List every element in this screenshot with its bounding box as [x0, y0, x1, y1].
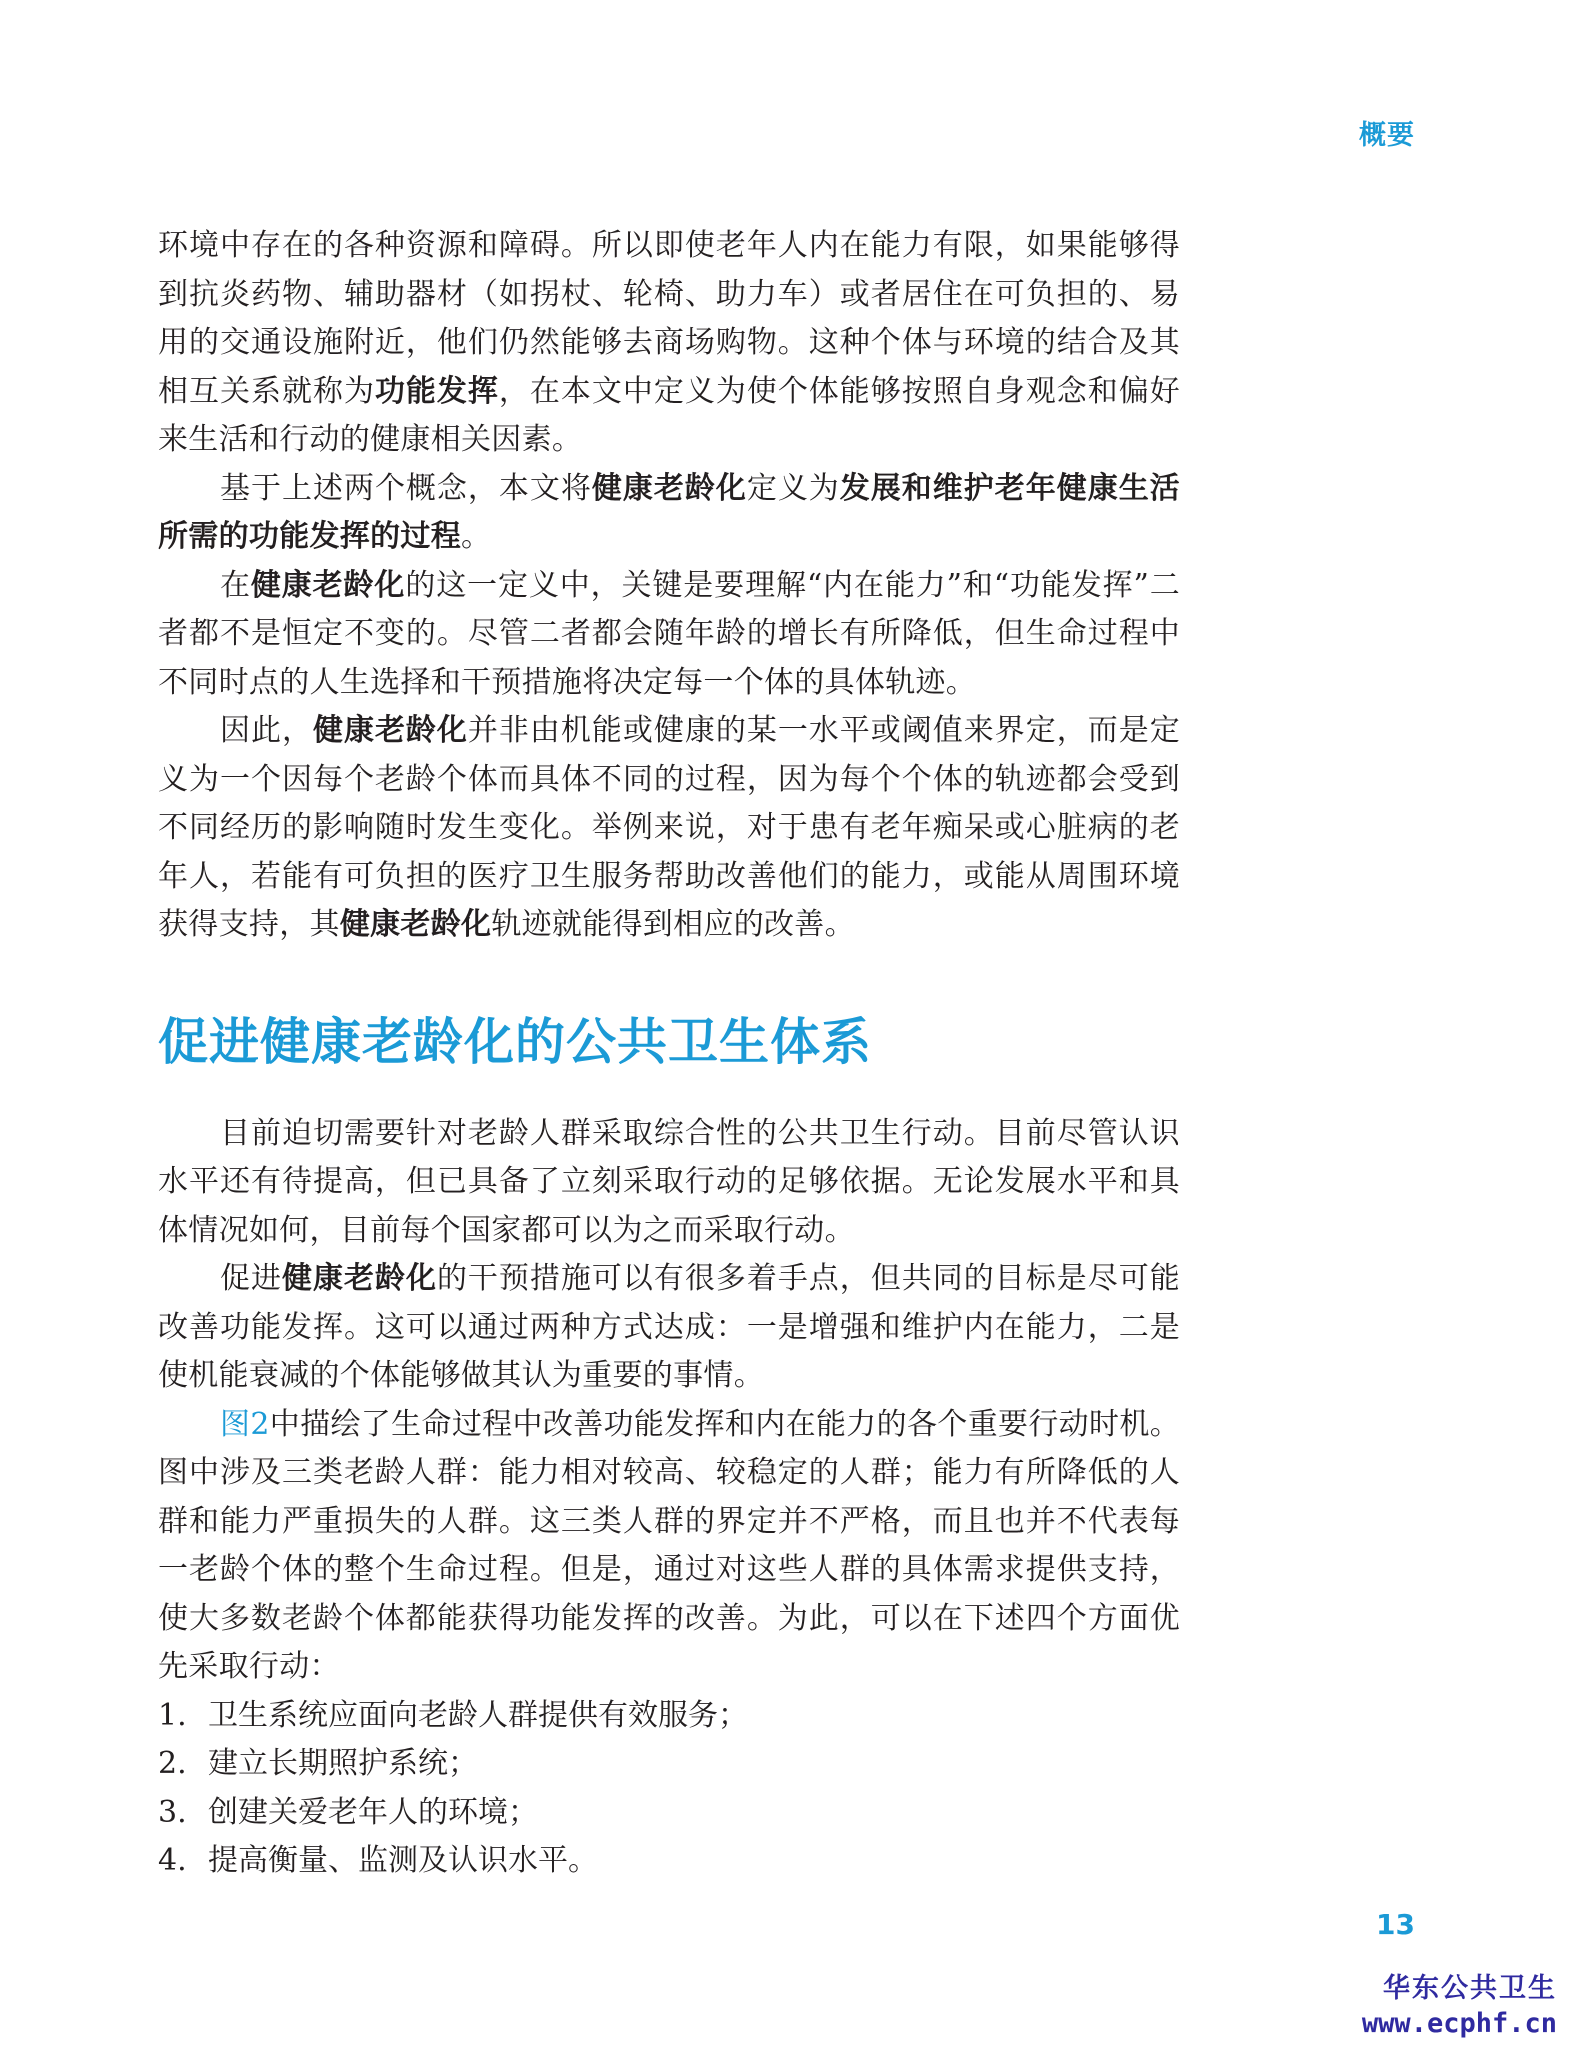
list-item-text: 创建关爱老年人的环境；	[208, 1794, 538, 1830]
figure-reference-link[interactable]: 图2	[220, 1406, 270, 1442]
list-item	[158, 1692, 1180, 1741]
paragraph-text: 促进	[220, 1261, 282, 1296]
running-header-title: 概要	[1359, 120, 1415, 151]
paragraph	[158, 562, 1180, 708]
emphasis-term: 发展和维护老年健康生活所需的功能发挥的过程	[158, 470, 1180, 554]
paragraph-text: 因此，	[220, 713, 313, 748]
list-item-number: 1.	[158, 1697, 187, 1733]
list-item-number: 3.	[158, 1794, 187, 1830]
emphasis-term: 健康老龄化	[250, 567, 406, 603]
list-item-text: 建立长期照护系统；	[208, 1746, 478, 1781]
paragraph-text: 中描绘了生命过程中改善功能发挥和内在能力的各个重要行动时机。图中涉及三类老龄人群：能力相对较高、较稳定的人群；能力有所降低的人群和能力严重损失的人群。这三类人群的界定并不严格，而且也并不代表每一老龄个体的整个生命过程。但是，通过对这些人群的具体需求提供支持，使大多数老龄个体都能获得功能发挥的改善。为此，可以在下述四个方面优先采取行动：	[158, 1406, 1181, 1684]
paragraph	[158, 1401, 1180, 1692]
section-paragraphs	[158, 1110, 1180, 1692]
section-heading: 促进健康老龄化的公共卫生体系	[158, 1012, 872, 1071]
emphasis-term: 健康老龄化	[339, 907, 492, 942]
paragraph-text: 的这一定义中，关键是要理解“内在能力”和“功能发挥”二者都不是恒定不变的。尽管二者都会随年龄的增长有所降低，但生命过程中不同时点的人生选择和干预措施将决定每一个体的具体轨迹。	[158, 567, 1180, 700]
emphasis-term: 功能发挥	[374, 373, 499, 409]
list-item	[158, 1740, 1180, 1789]
page-body	[158, 222, 1180, 1886]
paragraph	[158, 1110, 1180, 1256]
paragraph-text: 轨迹就能得到相应的改善。	[491, 907, 855, 942]
list-item-text: 提高衡量、监测及认识水平。	[208, 1843, 598, 1878]
paragraph	[158, 465, 1180, 562]
paragraph	[158, 707, 1180, 950]
paragraph-text: 定义为	[746, 470, 840, 506]
paragraph-text: 基于上述两个概念，本文将	[220, 470, 592, 506]
paragraph	[158, 222, 1180, 465]
priority-list	[158, 1692, 1180, 1886]
list-item	[158, 1837, 1180, 1886]
paragraph-text: 并非由机能或健康的某一水平或阈值来界定，而是定义为一个因每个老龄个体而具体不同的过程，因为每个个体的轨迹都会受到不同经历的影响随时发生变化。举例来说，对于患有老年痴呆或心脏病的老年人，若能有可负担的医疗卫生服务帮助改善他们的能力，或能从周围环境获得支持，其	[158, 713, 1180, 942]
page-number: 13	[1376, 1908, 1415, 1941]
paragraph-text: 目前迫切需要针对老龄人群采取综合性的公共卫生行动。目前尽管认识水平还有待提高，但已具备了立刻采取行动的足够依据。无论发展水平和具体情况如何，目前每个国家都可以为之而采取行动。	[158, 1115, 1180, 1248]
paragraph-text: 的干预措施可以有很多着手点，但共同的目标是尽可能改善功能发挥。这可以通过两种方式达成：一是增强和维护内在能力，二是使机能衰减的个体能够做其认为重要的事情。	[158, 1261, 1180, 1393]
paragraph-text: ，在本文中定义为使个体能够按照自身观念和偏好来生活和行动的健康相关因素。	[158, 373, 1180, 457]
watermark	[1362, 1972, 1557, 2042]
paragraph-text: 在	[220, 567, 251, 603]
intro-paragraphs	[158, 222, 1180, 950]
paragraph	[158, 1255, 1180, 1401]
list-item-text: 卫生系统应面向老龄人群提供有效服务；	[208, 1697, 748, 1733]
watermark-url: www.ecphf.cn	[1361, 2008, 1557, 2039]
list-item	[158, 1789, 1180, 1838]
emphasis-term: 健康老龄化	[591, 470, 747, 506]
emphasis-term: 健康老龄化	[312, 713, 468, 748]
emphasis-term: 健康老龄化	[281, 1261, 437, 1296]
list-item-number: 2.	[158, 1746, 187, 1781]
paragraph-text: 环境中存在的各种资源和障碍。所以即使老年人内在能力有限，如果能够得到抗炎药物、辅助器材（如拐杖、轮椅、助力车）或者居住在可负担的、易用的交通设施附近，他们仍然能够去商场购物。这种个体与环境的结合及其相互关系就称为	[158, 228, 1180, 409]
list-item-number: 4.	[158, 1843, 187, 1878]
watermark-title: 华东公共卫生	[1383, 1973, 1557, 2004]
paragraph-text: 。	[461, 519, 492, 554]
